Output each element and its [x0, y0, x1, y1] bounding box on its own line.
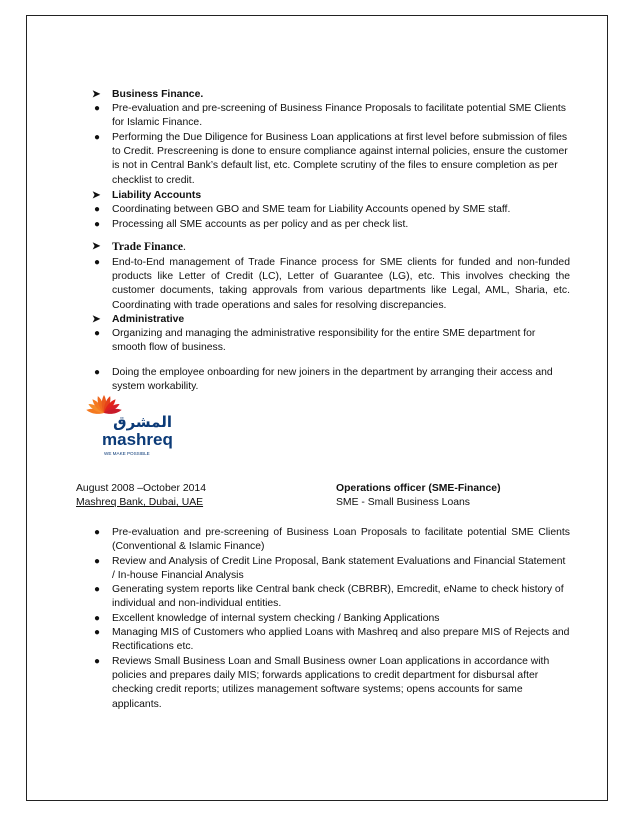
bullet-icon: ●: [94, 584, 101, 595]
logo-tagline: WE MAKE POSSIBLE: [104, 451, 150, 456]
job-employer: Mashreq Bank, Dubai, UAE: [76, 497, 204, 508]
arrow-bullet-icon: ➤: [92, 190, 101, 201]
bullet-icon: ●: [94, 219, 101, 230]
bullet-icon: ●: [94, 656, 101, 667]
list-item: ● Generating system reports like Central bank check (CBRBR), Emcredit, eName to check history of individual and non-individual entities.: [94, 584, 564, 610]
mashreq-logo: [76, 395, 186, 465]
arrow-bullet-icon: ➤: [92, 314, 101, 325]
mashreq-logo-icon: [76, 395, 186, 465]
list-item: ● Excellent knowledge of internal system checking / Banking Applications: [92, 612, 570, 626]
job-dates: August 2008 –October 2014: [76, 483, 206, 494]
bullet-icon: ●: [94, 257, 101, 268]
job-title: Operations officer (SME-Finance): [336, 483, 501, 494]
bullet-icon: ●: [94, 527, 101, 538]
logo-arabic-text: المشرق: [113, 413, 172, 431]
bullet-icon: ●: [94, 204, 101, 215]
list-item: ● Pre-evaluation and pre-screening of Business Finance Proposals to facilitate potential SME Clients for Islamic Finance.: [94, 103, 566, 129]
list-item: ● Reviews Small Business Loan and Small Business owner Loan applications in accordance with policies and prepares daily MIS; forwards applications to credit department for disbursal after checking credit reports; utilizes management software systems; opens accounts for same applicants.: [94, 656, 550, 710]
list-item: ● Performing the Due Diligence for Business Loan applications at first level before submission of files to Credit. Prescreening is done to ensure compliance against internal policies, ensure the customer is not in Central Bank’s default list, etc. Complete scrutiny of the files to ensure completion as per checklist to credit.: [94, 132, 568, 186]
list-item: ● Organizing and managing the administrative responsibility for the entire SME department for smooth flow of business.: [94, 328, 536, 354]
arrow-bullet-icon: ➤: [92, 89, 101, 100]
job-department: SME - Small Business Loans: [336, 497, 470, 508]
logo-wordmark: mashreq: [102, 430, 173, 449]
bullet-icon: ●: [94, 556, 101, 567]
list-item: ● Processing all SME accounts as per policy and as per check list.: [92, 218, 570, 232]
bullet-icon: ●: [94, 328, 101, 339]
list-item: ● End-to-End management of Trade Finance process for SME clients for funded and non-funded products like Letter of Credit (LC), Letter of Guarantee (LG), etc. This involves checking the customer documents, taking approvals from various departments like Legal, AML, Sharia, etc. Coordinating with trade operations and sales for resolving discrepancies.: [94, 257, 570, 311]
bullet-icon: ●: [94, 613, 101, 624]
arrow-bullet-icon: ➤: [92, 241, 101, 252]
list-item: ● Pre-evaluation and pre-screening of Business Loan Proposals to facilitate potential SME Clients (Conventional & Islamic Finance): [94, 527, 570, 553]
bullet-icon: ●: [94, 132, 101, 143]
list-item: ● Managing MIS of Customers who applied Loans with Mashreq and also prepare MIS of Rejects and Rectifications etc.: [94, 627, 570, 653]
list-item: ● Doing the employee onboarding for new joiners in the department by arranging their access and system workability.: [94, 367, 553, 393]
bullet-icon: ●: [94, 103, 101, 114]
bullet-icon: ●: [94, 367, 101, 378]
list-item: ● Review and Analysis of Credit Line Proposal, Bank statement Evaluations and Financial Statement / In-house Financial Analysis: [94, 556, 566, 582]
bullet-icon: ●: [94, 627, 101, 638]
list-item: ● Coordinating between GBO and SME team for Liability Accounts opened by SME staff.: [92, 203, 570, 217]
